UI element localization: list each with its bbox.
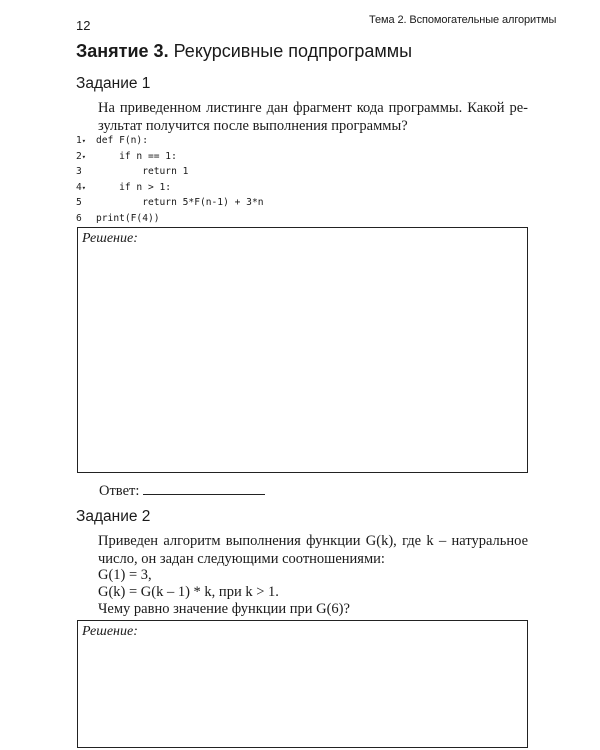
code-line [76, 164, 264, 180]
formula-recursive-case: G(k) = G(k – 1) * k, при k > 1. [98, 584, 279, 600]
code-text: return 1 [96, 166, 189, 177]
code-listing [76, 133, 264, 226]
code-line [76, 211, 264, 227]
code-text: if n == 1: [96, 150, 177, 162]
task1-heading: Задание 1 [76, 75, 151, 92]
code-line [76, 180, 264, 196]
line-number: 6 [76, 212, 82, 224]
solution-box-task2[interactable] [77, 620, 528, 748]
code-text: if n > 1: [96, 181, 172, 193]
code-line [76, 149, 264, 165]
code-text: def F(n): [96, 135, 148, 146]
line-number: 5 [76, 197, 82, 208]
code-text: print(F(4)) [96, 212, 160, 224]
code-text: return 5*F(n-1) + 3*n [96, 197, 264, 208]
task1-text-line1: На приведенном листинге дан фрагмент кода программы. Какой ре- [98, 100, 528, 116]
fold-arrow-icon: ▾ [81, 152, 86, 161]
line-number: 2 [76, 150, 82, 162]
code-line [76, 195, 264, 211]
answer-line [99, 480, 265, 500]
task1-text-line2: зультат получится после выполнения программы? [98, 118, 408, 134]
line-number: 4 [76, 181, 82, 193]
solution-label: Решение: [82, 231, 138, 246]
task2-heading: Задание 2 [76, 508, 151, 525]
page-number: 12 [76, 18, 91, 33]
code-line [76, 133, 264, 149]
line-number: 3 [76, 166, 82, 177]
task2-text [98, 532, 528, 568]
fold-arrow-icon: ▾ [81, 183, 86, 192]
lesson-name: Рекурсивные подпрограммы [173, 41, 413, 61]
fold-arrow-icon: ▾ [81, 137, 86, 145]
formula-base-case: G(1) = 3, [98, 567, 152, 583]
task1-text [98, 99, 528, 135]
solution-box-task1[interactable] [77, 227, 528, 473]
task2-text-line2: число, он задан следующими соотношениями: [98, 551, 385, 567]
answer-blank[interactable] [143, 480, 265, 495]
lesson-title [76, 41, 412, 62]
task2-question: Чему равно значение функции при G(6)? [98, 601, 350, 617]
solution-label: Решение: [82, 624, 138, 639]
answer-label: Ответ: [99, 483, 140, 499]
running-header: Тема 2. Вспомогательные алгоритмы [369, 14, 557, 26]
line-number: 1 [76, 135, 82, 146]
lesson-number: Занятие 3. [76, 41, 169, 61]
task2-text-line1: Приведен алгоритм выполнения функции G(k), где k – натуральное [98, 533, 528, 549]
